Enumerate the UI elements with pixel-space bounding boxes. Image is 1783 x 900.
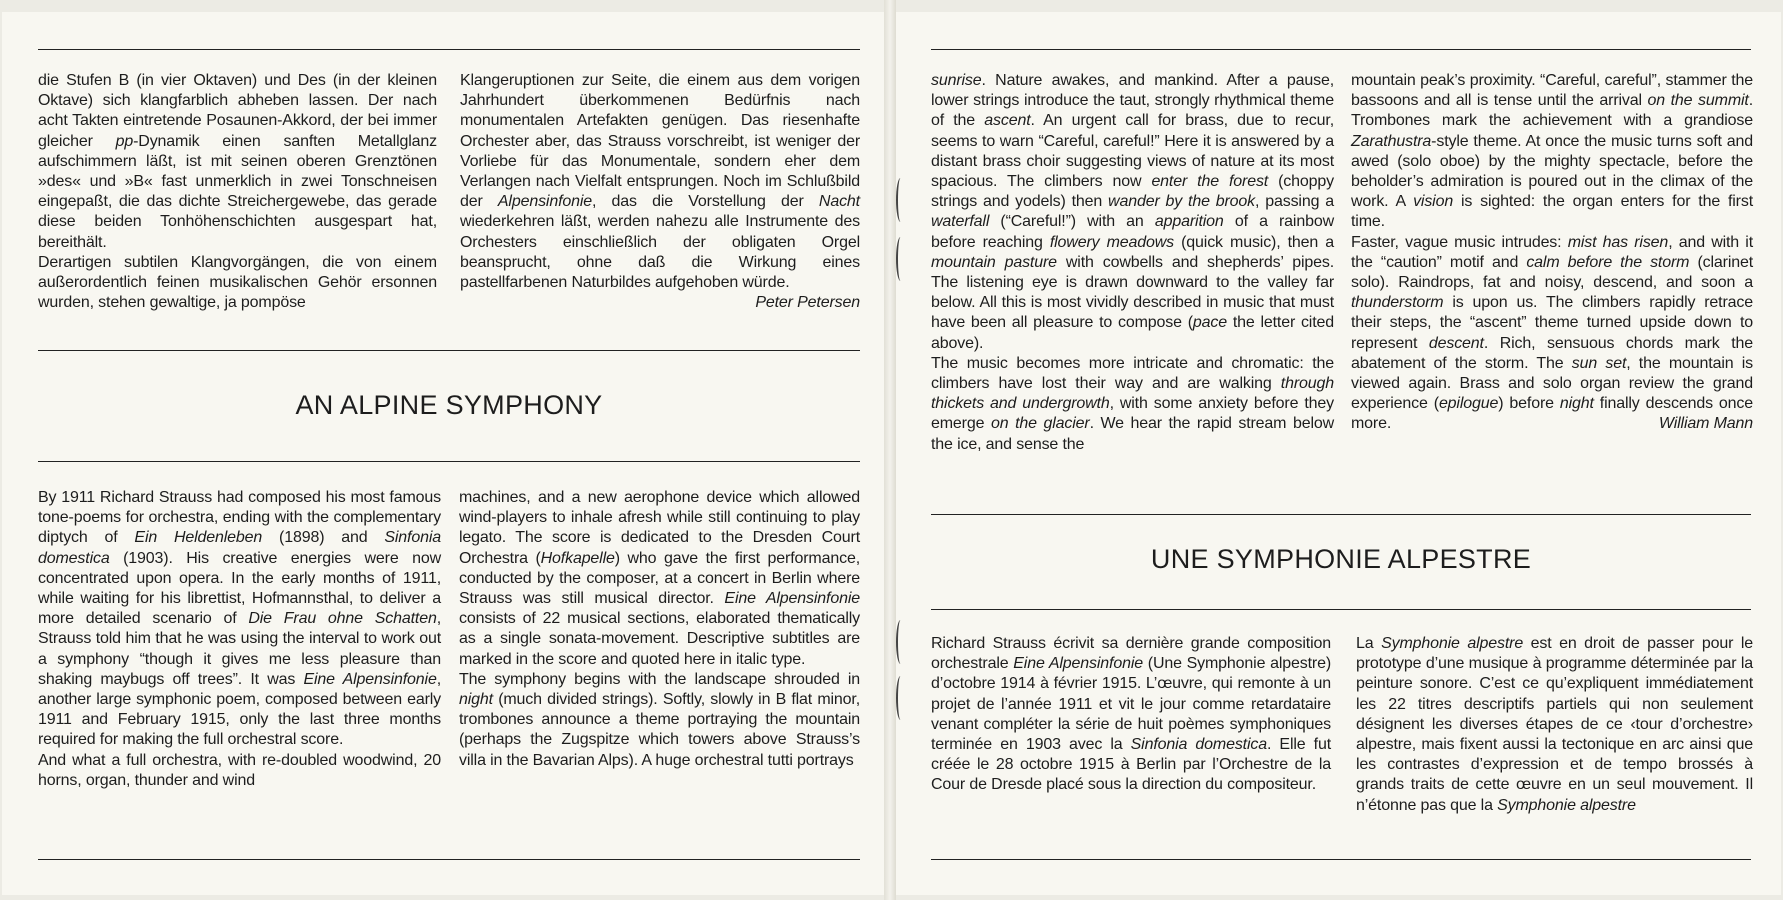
english-continuation-column-2 [1351, 71, 1753, 435]
paragraph-text: Klangeruptionen zur Seite, die einem aus dem vorigen Jahrhundert überkommenen Bedürfnis nach monumentalen Artefakten genügen. Das riesenhafte Orchester aber, das Strauss vorschreibt, ist weniger der Vorliebe für das Monumentale, sondern eher dem Verlangen nach Vielfalt entsprungen. Noch im Schlußbild der Alpensinfonie, das die Vorstellung der Nacht wiederkehren läßt, werden nahezu alle Instrumente des Orchesters einschließlich der obligaten Orgel beansprucht, ohne daß die Wirkung eines pastellfarbenen Naturbildes aufgehoben würde. [460, 72, 860, 292]
english-text-column-2 [459, 488, 860, 771]
section-rule-top-left [38, 350, 860, 351]
german-text-column-2 [460, 71, 860, 313]
english-continuation-column-1 [931, 71, 1334, 455]
section-title-french: UNE SYMPHONIE ALPESTRE [1150, 544, 1532, 574]
section-rule-top-right [931, 514, 1751, 515]
paragraph: And what a full orchestra, with re-doubled woodwind, 20 horns, organ, thunder and wind [38, 751, 441, 789]
paragraph-text: Faster, vague music intrudes: mist has risen, and with it the “caution” motif and calm before the storm (clarinet solo). Raindrops, fat and noisy, descend, and soon a thunderstorm is upon us. The climbers rapidly retrace their steps, the “ascent” theme turned upside down to represent descent. Rich, sensuous chords mark the abatement of the storm. The sun set, the mountain is viewed again. Brass and solo organ review the grand experience (epilogue) before night finally descends once more. [1351, 233, 1754, 433]
staple-mark [896, 237, 905, 281]
section-title-english: AN ALPINE SYMPHONY [295, 390, 603, 420]
french-text-column-2 [1356, 634, 1753, 816]
paragraph: Derartigen subtilen Klangvorgängen, die von einem außerordentlich feinen musikalischen Gehör ersonnen wurden, stehen gewaltige, ja pompöse [38, 253, 437, 312]
paragraph: The music becomes more intricate and chromatic: the climbers have lost their way and are walking through thickets and undergrowth, with some anxiety before they emerge on the glacier. We hear the rapid stream below the ice, and sense the [931, 354, 1335, 453]
paragraph: La Symphonie alpestre est en droit de passer pour le prototype d’une musique à programme déterminée par la peinture sonore. C’est ce qu’expliquent immédiatement les 22 titres descriptifs partiels qui non seulement désignent les diverses étapes de ce ‹tour d’orchestre› alpestre, mais fixent aussi la tectonique en arc ainsi que les contrastes d’expression et de tempo brossés à grands traits de cette œuvre en un seul mouvement. Il n’étonne pas que la Symphonie alpestre [1356, 635, 1754, 814]
french-text-column-1 [931, 634, 1331, 796]
top-rule-left [38, 49, 860, 50]
section-rule-bottom-right [931, 609, 1751, 610]
english-text-column-1 [38, 488, 441, 791]
top-rule-right [931, 49, 1751, 50]
booklet-spine [884, 0, 896, 900]
section-rule-bottom-left [38, 461, 860, 462]
paragraph: die Stufen B (in vier Oktaven) und Des (in der kleinen Oktave) sich klangfarblich abheben lassen. Der nach acht Takten eintretende Posaunen-Akkord, der bei immer gleicher pp-Dynamik einen sanften Metallglanz aufschimmern läßt, ist mit seinen oberen Grenztönen »des« und »B« fast unmerklich in zwei Tonschneisen eingepaßt, die das dichte Streichergewebe, das gerade diese beiden Tonhöhenschichten ausgespart hat, bereithält. [38, 72, 437, 251]
paragraph [460, 71, 860, 312]
german-text-column-1 [38, 71, 437, 313]
bottom-rule-left [38, 859, 860, 860]
staple-mark [896, 620, 905, 664]
paragraph: mountain peak’s proximity. “Careful, careful”, stammer the bassoons and all is tense until the arrival on the summit. Trombones mark the achievement with a grandiose Zarathustra-style theme. At once the music turns soft and awed (solo oboe) by the mighty spectacle, before the beholder’s admiration is poured out in the climax of the work. A vision is sighted: the organ enters for the first time. [1351, 72, 1754, 231]
paragraph: Richard Strauss écrivit sa dernière grande composition orchestrale Eine Alpensinfonie (Une Symphonie alpestre) d’octobre 1914 à février 1915. L’œuvre, qui remonte à un projet de l’année 1911 et vit le jour comme retardataire venant compléter la série de huit poèmes symphoniques terminée en 1903 avec la Sinfonia domestica. Elle fut créée le 28 octobre 1915 à Berlin par l’Orchestre de la Cour de Dresde placé sous la direction du compositeur. [931, 635, 1332, 794]
paragraph: sunrise. Nature awakes, and mankind. After a pause, lower strings introduce the taut, strongly rhythmical theme of the ascent. An urgent call for brass, due to recur, seems to warn “Careful, careful!” Here it is answered by a distant brass choir suggesting views of nature at its most spacious. The climbers now enter the forest (choppy strings and yodels) then wander by the brook, passing a waterfall (“Careful!”) with an apparition of a rainbow before reaching flowery meadows (quick music), then a mountain pasture with cowbells and shepherds’ pipes. The listening eye is drawn downward to the valley far below. All this is most vividly described in music that must have been all pleasure to compose (pace the letter cited above). [931, 72, 1335, 352]
paragraph: By 1911 Richard Strauss had composed his most famous tone-poems for orchestra, ending with the complementary diptych of Ein Heldenleben (1898) and Sinfonia domestica (1903). His creative energies were now concentrated upon opera. In the early months of 1911, while waiting for his librettist, Hofmannsthal, to deliver a more detailed scenario of Die Frau ohne Schatten, Strauss told him that he was using the interval to work out a symphony “though it gives me less pleasure than shaking maybugs off trees”. It was Eine Alpensinfonie, another large symphonic poem, composed between early 1911 and February 1915, only the last three months required for making the full orchestral score. [38, 489, 441, 749]
paragraph: machines, and a new aerophone device which allowed wind-players to inhale afresh while still continuing to play legato. The score is dedicated to the Dresden Court Orchestra (Hofkapelle) who gave the first performance, conducted by the composer, at a concert in Berlin where Strauss was still musical director. Eine Alpensinfonie consists of 22 musical sections, elaborated thematically as a single sonata-movement. Descriptive subtitles are marked in the score and quoted here in italic type. [459, 489, 860, 668]
staple-mark [896, 676, 905, 720]
bottom-rule-right [931, 859, 1751, 860]
author-signature: Peter Petersen [755, 294, 860, 312]
paragraph: The symphony begins with the landscape shrouded in night (much divided strings). Softly, slowly in B flat minor, trombones announce a theme portraying the mountain (perhaps the Zugspitze which towers above Strauss’s villa in the Bavarian Alps). A huge orchestral tutti portrays [459, 670, 860, 769]
author-signature: William Mann [1658, 415, 1753, 433]
staple-mark [896, 178, 905, 222]
paragraph [1351, 233, 1753, 435]
